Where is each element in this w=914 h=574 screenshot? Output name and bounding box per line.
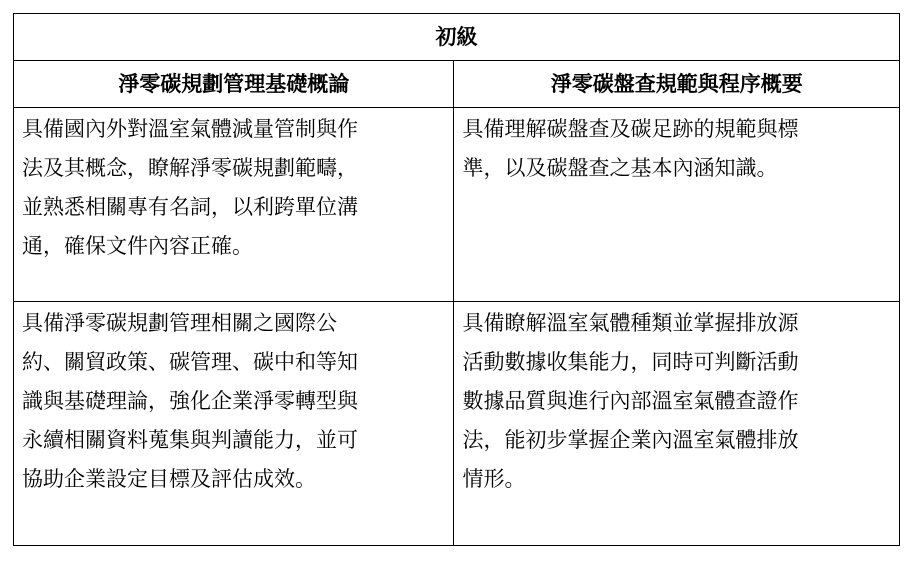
cell-line: 活動數據收集能力，同時可判斷活動 bbox=[462, 350, 799, 374]
cell-line: 具備淨零碳規劃管理相關之國際公 bbox=[22, 311, 337, 335]
table-cell bbox=[14, 108, 454, 302]
table-cell bbox=[454, 302, 900, 546]
cell-line: 數據品質與進行內部溫室氣體查證作 bbox=[462, 389, 799, 413]
cell-line: 準，以及碳盤查之基本內涵知識。 bbox=[462, 156, 778, 180]
cell-line: 具備理解碳盤查及碳足跡的規範與標 bbox=[462, 117, 799, 141]
title-row bbox=[14, 14, 900, 61]
header-row bbox=[14, 61, 900, 108]
competency-table bbox=[13, 13, 900, 546]
column-header-left: 淨零碳規劃管理基礎概論 bbox=[14, 61, 454, 108]
table-cell bbox=[14, 302, 454, 546]
cell-line: 並熟悉相關專有名詞，以利跨單位溝 bbox=[22, 195, 358, 219]
cell-line: 協助企業設定目標及評估成效。 bbox=[22, 467, 316, 491]
cell-line: 情形。 bbox=[462, 467, 526, 491]
cell-line: 法及其概念，瞭解淨零碳規劃範疇， bbox=[22, 156, 358, 180]
cell-line: 通，確保文件內容正確。 bbox=[22, 234, 253, 258]
table-row bbox=[14, 108, 900, 302]
table-row bbox=[14, 302, 900, 546]
cell-line: 識與基礎理論，強化企業淨零轉型與 bbox=[22, 389, 358, 413]
cell-line: 約、關貿政策、碳管理、碳中和等知 bbox=[22, 350, 358, 374]
cell-line: 具備國內外對溫室氣體減量管制與作 bbox=[22, 117, 358, 141]
cell-line: 法，能初步掌握企業內溫室氣體排放 bbox=[462, 428, 799, 452]
cell-line: 具備瞭解溫室氣體種類並掌握排放源 bbox=[462, 311, 799, 335]
table-cell bbox=[454, 108, 900, 302]
table-title: 初級 bbox=[14, 14, 900, 61]
cell-line: 永續相關資料蒐集與判讀能力，並可 bbox=[22, 428, 358, 452]
column-header-right: 淨零碳盤查規範與程序概要 bbox=[454, 61, 900, 108]
